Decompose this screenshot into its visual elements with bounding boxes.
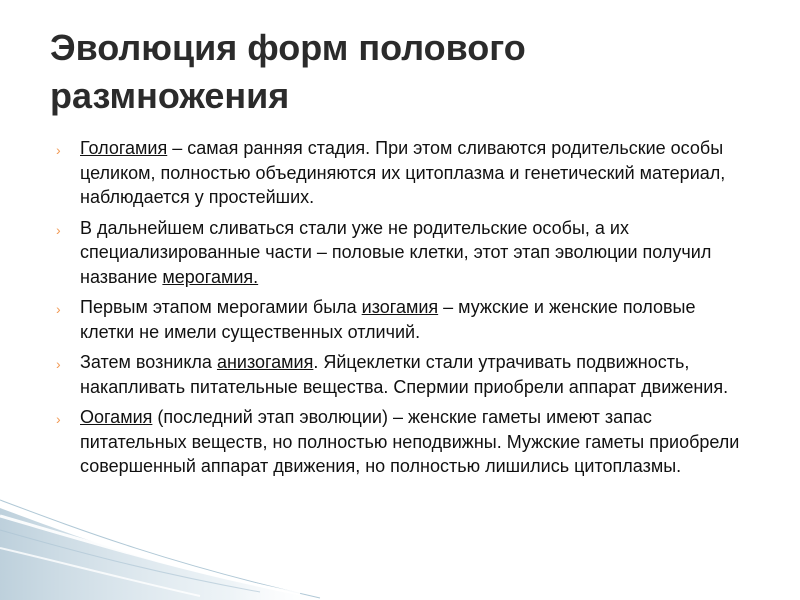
slide-title: Эволюция форм полового размножения [50,27,526,116]
term-merogamy: мерогамия. [162,266,259,287]
term-oogamy: Оогамия [80,407,153,427]
term-hologamy: Гологамия [80,138,168,158]
corner-wave-decoration [0,490,360,600]
item-text: – самая ранняя стадия. При этом сливаются родительские особы целиком, полностью объединяются их цитоплазма и генетический материал, наблюдается у простейших. [80,138,726,207]
list-item [54,350,754,399]
bullet-arrow-icon: › [56,411,61,427]
list-item [54,295,754,344]
item-text: . Яйцеклетки стали утрачивать подвижность, накапливать питательные вещества. Спермии приобрели аппарат движения. [80,352,729,397]
list-item [54,136,754,210]
term-anisogamy: анизогамия [216,352,314,372]
list-item [54,405,754,479]
bullet-arrow-icon: › [56,142,61,158]
list-item [54,216,754,290]
item-text: Затем возникла [80,352,217,372]
bullet-arrow-icon: › [56,221,61,238]
bullet-list [54,136,754,485]
bullet-arrow-icon: › [56,356,61,372]
item-text: (последний этап эволюции) – женские гаметы имеют запас питательных веществ, но полностью неподвижны. Мужские гаметы приобрели совершенный аппарат движения, но полностью лишились цитоплазмы. [80,407,740,476]
item-text: В дальнейшем сливаться стали уже не родительские особы, а их специализированные части – половые клетки, этот этап эволюции получил название [80,217,712,287]
item-text: – мужские и женские половые клетки не имели существенных отличий. [80,297,696,342]
bullet-arrow-icon: › [56,301,61,317]
item-text: Первым этапом мерогамии была [80,297,362,317]
term-isogamy: изогамия [361,297,439,317]
